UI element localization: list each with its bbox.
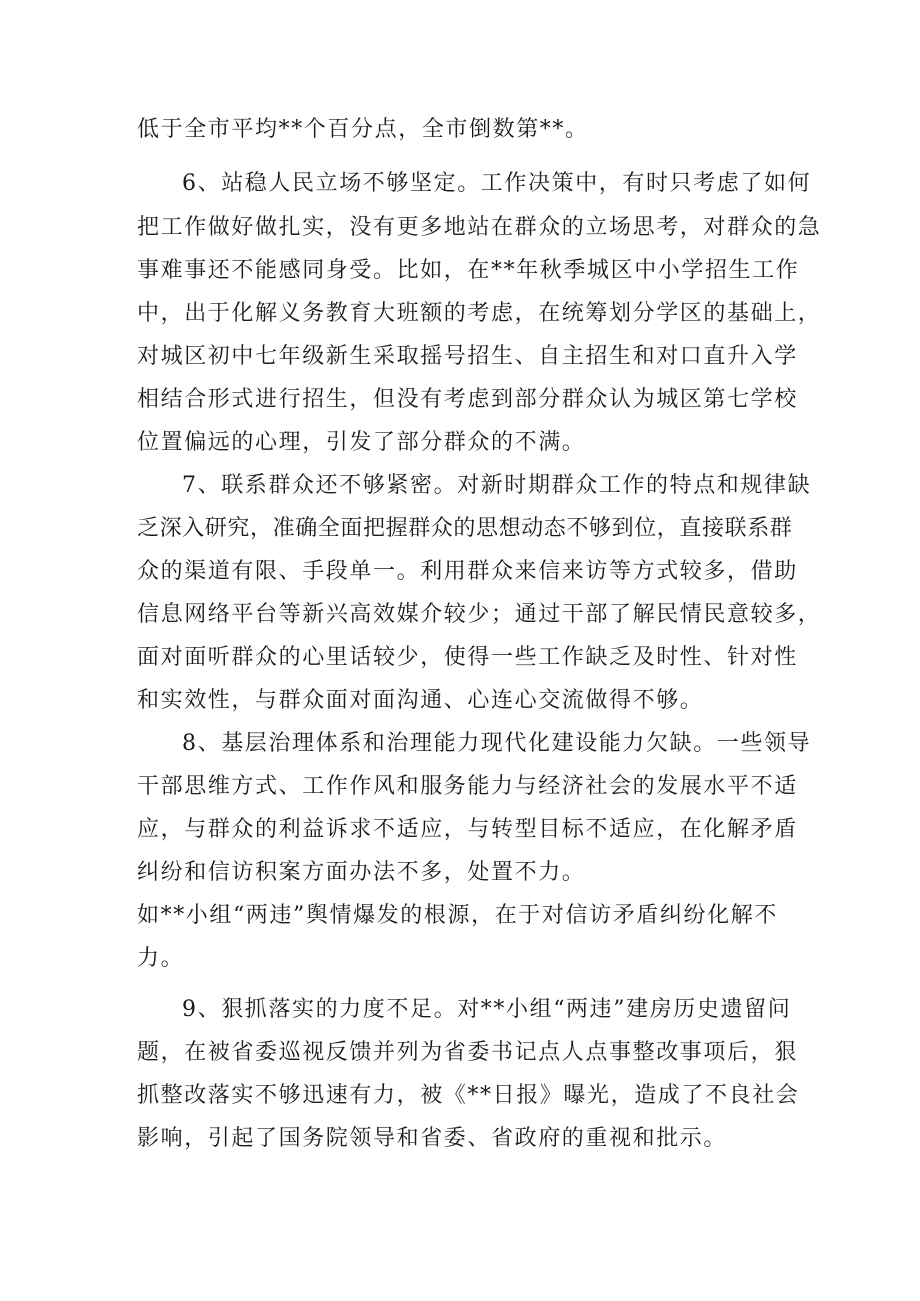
- text-line: 对城区初中七年级新生采取摇号招生、自主招生和对口直升入学: [137, 344, 798, 369]
- text-line: 位置偏远的心理，引发了部分群众的不满。: [137, 430, 586, 455]
- text-line: 和实效性，与群众面对面沟通、心连心交流做得不够。: [137, 688, 704, 713]
- text-line: 纠纷和信访积案方面办法不多，处置不力。: [137, 860, 586, 885]
- text-line: 事难事还不能感同身受。比如，在**年秋季城区中小学招生工作: [137, 258, 800, 283]
- text-line: 干部思维方式、工作作风和服务能力与经济社会的发展水平不适: [137, 774, 798, 799]
- paragraph-8-heading-line: 8、基层治理体系和治理能力现代化建设能力欠缺。一些领导: [182, 731, 812, 756]
- text-line: 如**小组“两违”舆情爆发的根源，在于对信访矛盾纠纷化解不: [137, 903, 778, 928]
- text-line: 力。: [137, 946, 185, 971]
- text-line: 中，出于化解义务教育大班额的考虑，在统筹划分学区的基础上，: [137, 301, 822, 326]
- text-line: 信息网络平台等新兴高效媒介较少；通过干部了解民情民意较多，: [137, 602, 822, 627]
- text-line: 应，与群众的利益诉求不适应，与转型目标不适应，在化解矛盾: [137, 817, 798, 842]
- text-line: 低于全市平均**个百分点，全市倒数第**。: [137, 117, 589, 142]
- paragraph-6-heading-line: 6、站稳人民立场不够坚定。工作决策中，有时只考虑了如何: [182, 171, 812, 196]
- text-line: 乏深入研究，准确全面把握群众的思想动态不够到位，直接联系群: [137, 516, 793, 541]
- text-line: 面对面听群众的心里话较少，使得一些工作缺乏及时性、针对性: [137, 645, 798, 670]
- text-line: 影响，引起了国务院领导和省委、省政府的重视和批示。: [137, 1126, 728, 1151]
- text-line: 题，在被省委巡视反馈并列为省委书记点人点事整改事项后，狠: [137, 1040, 798, 1065]
- paragraph-7-heading-line: 7、联系群众还不够紧密。对新时期群众工作的特点和规律缺: [182, 473, 812, 498]
- text-line: 抓整改落实不够迅速有力，被《**日报》曝光，造成了不良社会: [137, 1083, 800, 1108]
- paragraph-9-heading-line: 9、狠抓落实的力度不足。对**小组“两违”建房历史遗留问: [182, 997, 792, 1022]
- text-line: 众的渠道有限、手段单一。利用群众来信来访等方式较多，借助: [137, 559, 798, 584]
- text-line: 把工作做好做扎实，没有更多地站在群众的立场思考，对群众的急: [137, 215, 822, 240]
- text-line: 相结合形式进行招生，但没有考虑到部分群众认为城区第七学校: [137, 387, 798, 412]
